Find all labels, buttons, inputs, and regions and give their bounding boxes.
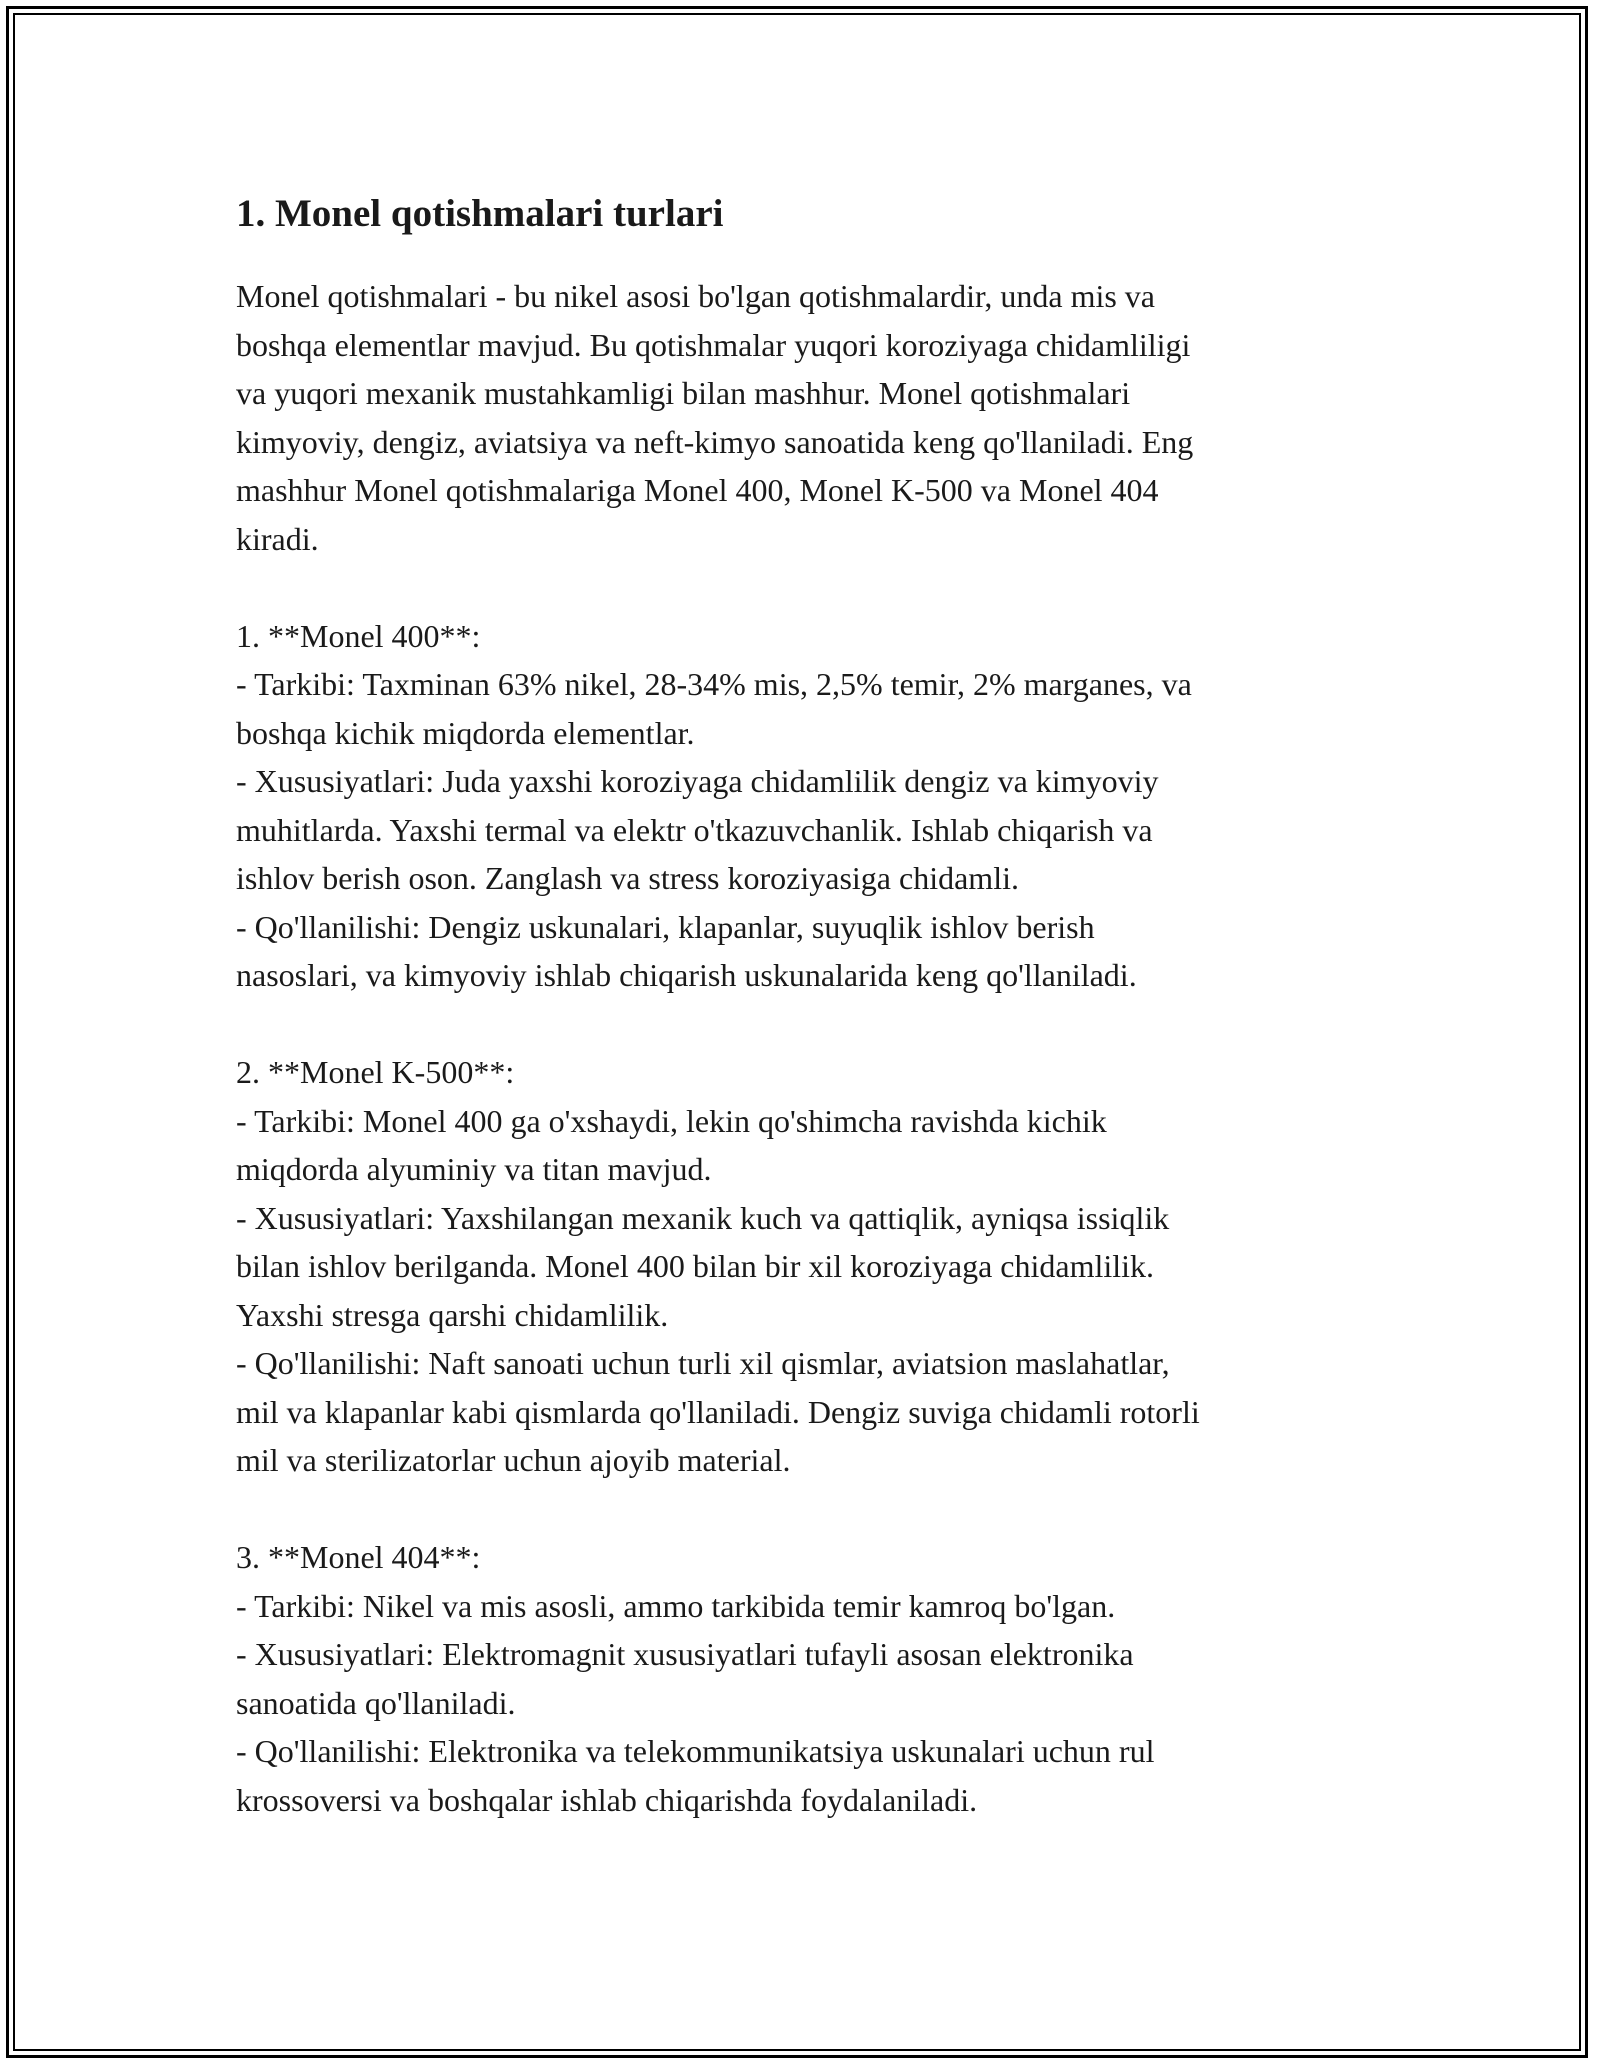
section-tarkibi: - Tarkibi: Taxminan 63% nikel, 28-34% mis, 2,5% temir, 2% marganes, va boshqa kichik miqdorda elementlar. xyxy=(236,666,1192,751)
paragraph-gap xyxy=(236,1485,1396,1534)
section-xususiyatlari: - Xususiyatlari: Elektromagnit xususiyatlari tufayli asosan elektronika sanoatida qo'llaniladi. xyxy=(236,1636,1134,1721)
section-xususiyatlari: - Xususiyatlari: Yaxshilangan mexanik kuch va qattiqlik, ayniqsa issiqlik bilan ishlov berilganda. Monel 400 bilan bir xil koroziyaga chidamlilik. Yaxshi stresga qarshi chidamlilik. xyxy=(236,1199,1170,1333)
section-tarkibi: - Tarkibi: Monel 400 ga o'xshaydi, lekin qo'shimcha ravishda kichik miqdorda alyuminiy va titan mavjud. xyxy=(236,1102,1107,1187)
section-monel-400 xyxy=(236,612,1396,1000)
paragraph-gap xyxy=(236,1000,1396,1049)
section-qollanilishi: - Qo'llanilishi: Elektronika va telekommunikatsiya uskunalari uchun rul krossoversi va boshqalar ishlab chiqarishda foydalaniladi. xyxy=(236,1733,1155,1818)
section-monel-k500 xyxy=(236,1048,1396,1485)
document-body xyxy=(236,190,1396,1824)
intro-paragraph: Monel qotishmalari - bu nikel asosi bo'lgan qotishmalardir, unda mis va boshqa elementlar mavjud. Bu qotishmalar yuqori koroziyaga chidamliligi va yuqori mexanik mustahkamligi bilan mashhur. Monel qotishmalari kimyoviy, dengiz, aviatsiya va neft-kimyo sanoatida keng qo'llaniladi. Eng mashhur Monel qotishmalariga Monel 400, Monel K-500 va Monel 404 kiradi. xyxy=(236,278,1194,557)
section-heading: 2. **Monel K-500**: xyxy=(236,1054,515,1090)
document-title: 1. Monel qotishmalari turlari xyxy=(236,192,724,235)
section-tarkibi: - Tarkibi: Nikel va mis asosli, ammo tarkibida temir kamroq bo'lgan. xyxy=(236,1587,1116,1624)
section-qollanilishi: - Qo'llanilishi: Dengiz uskunalari, klapanlar, suyuqlik ishlov berish nasoslari, va kimyoviy ishlab chiqarish uskunalarida keng qo'llaniladi. xyxy=(236,908,1137,993)
section-xususiyatlari: - Xususiyatlari: Juda yaxshi koroziyaga chidamlilik dengiz va kimyoviy muhitlarda. Yaxshi termal va elektr o'tkazuvchanlik. Ishlab chiqarish va ishlov berish oson. Zanglash va stress koroziyasiga chidamli. xyxy=(236,763,1159,896)
section-heading: 1. **Monel 400**: xyxy=(236,617,481,654)
section-monel-404 xyxy=(236,1533,1396,1824)
section-heading: 3. **Monel 404**: xyxy=(236,1539,481,1575)
section-qollanilishi: - Qo'llanilishi: Naft sanoati uchun turli xil qismlar, aviatsion maslahatlar, mil va klapanlar kabi qismlarda qo'llaniladi. Dengiz suviga chidamli rotorli mil va sterilizatorlar uchun ajoyib material. xyxy=(236,1345,1200,1478)
paragraph-gap xyxy=(236,563,1396,612)
